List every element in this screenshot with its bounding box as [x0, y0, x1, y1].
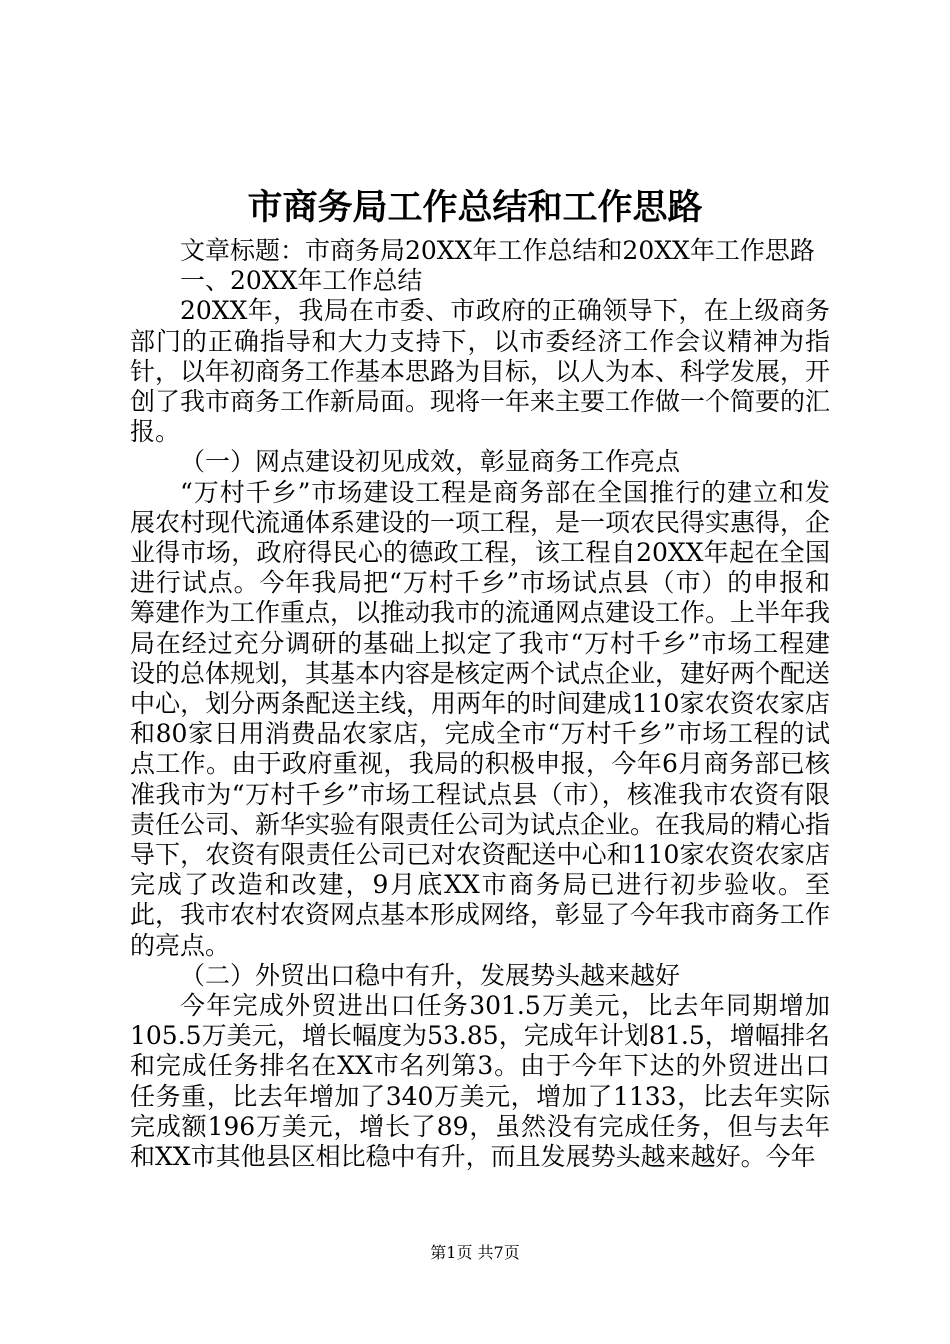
article-title-line: 文章标题：市商务局20XX年工作总结和20XX年工作思路 [180, 236, 815, 265]
section-heading: 一、20XX年工作总结 [180, 266, 423, 296]
subsection-heading-1: （一）网点建设初见成效，彰显商务工作亮点 [180, 447, 681, 477]
intro-paragraph: 20XX年，我局在市委、市政府的正确领导下，在上级商务部门的正确指导和大力支持下，以市委经济工作会议精神为指针，以年初商务工作基本思路为目标，以人为本、科学发展，开创了我市商务工作新局面。现将一年来主要工作做一个简要的汇报。 [130, 296, 831, 447]
document-body [130, 236, 830, 1172]
body-paragraph-2: 今年完成外贸进出口任务301.5万美元，比去年同期增加105.5万美元，增长幅度为53.85，完成年计划81.5，增幅排名和完成任务排名在XX市名列第3。由于今年下达的外贸进出口任务重，比去年增加了340万美元，增加了1133，比去年实际完成额196万美元，增长了89，虽然没有完成任务，但与去年和XX市其他县区相比稳中有升，而且发展势头越来越好。今年 [130, 991, 830, 1172]
body-paragraph-1: “万村千乡”市场建设工程是商务部在全国推行的建立和发展农村现代流通体系建设的一项工程，是一项农民得实惠得，企业得市场，政府得民心的德政工程，该工程自20XX年起在全国进行试点。今年我局把“万村千乡”市场试点县（市）的申报和筹建作为工作重点，以推动我市的流通网点建设工作。上半年我局在经过充分调研的基础上拟定了我市“万村千乡”市场工程建设的总体规划，其基本内容是核定两个试点企业，建好两个配送中心，划分两条配送主线，用两年的时间建成110家农资农家店和80家日用消费品农家店，完成全市“万村千乡”市场工程的试点工作。由于政府重视，我局的积极申报，今年6月商务部已核准我市为“万村千乡”市场工程试点县（市），核准我市农资有限责任公司、新华实验有限责任公司为试点企业。在我局的精心指导下，农资有限责任公司已对农资配送中心和110家农资农家店完成了改造和改建，9月底XX市商务局已进行初步验收。至此，我市农村农资网点基本形成网络，彰显了今年我市商务工作的亮点。 [130, 477, 831, 960]
document-title: 市商务局工作总结和工作思路 [247, 187, 703, 228]
subsection-heading-2: （二）外贸出口稳中有升，发展势头越来越好 [180, 960, 681, 990]
page-footer: 第1页 共7页 [430, 1243, 520, 1262]
